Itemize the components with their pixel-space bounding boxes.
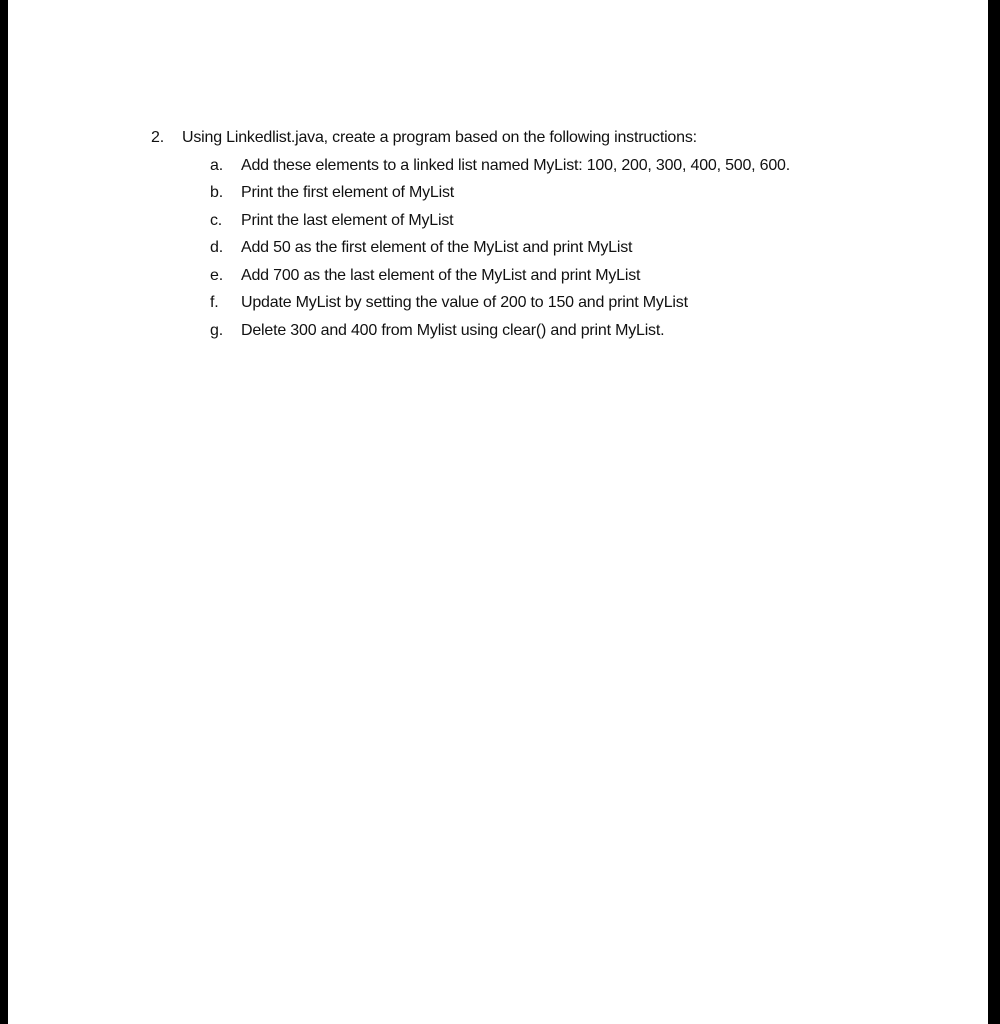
question-text: Using Linkedlist.java, create a program based on the following instructions: [182, 129, 697, 146]
item-letter: f. [210, 294, 219, 312]
list-item [151, 235, 790, 263]
item-text: Add these elements to a linked list named MyList: 100, 200, 300, 400, 500, 600. [241, 156, 791, 174]
list-item [151, 207, 790, 235]
item-letter: e. [210, 266, 223, 284]
item-text: Add 50 as the first element of the MyList and print MyList [241, 239, 633, 257]
item-letter: a. [210, 156, 223, 174]
item-letter: g. [210, 321, 223, 339]
list-item [151, 262, 790, 290]
item-text: Update MyList by setting the value of 200 to 150 and print MyList [241, 294, 688, 312]
list-item [151, 180, 790, 208]
item-text: Print the last element of MyList [241, 211, 454, 229]
list-item [151, 152, 790, 180]
item-text: Delete 300 and 400 from Mylist using clear() and print MyList. [241, 321, 665, 339]
item-letter: c. [210, 211, 223, 229]
item-letter: d. [210, 239, 223, 257]
question-number: 2. [151, 129, 164, 146]
item-text: Print the first element of MyList [241, 184, 455, 202]
list-item [151, 317, 790, 345]
item-letter: b. [210, 184, 223, 202]
question-header [151, 124, 790, 152]
item-text: Add 700 as the last element of the MyList and print MyList [241, 266, 641, 284]
list-item [151, 290, 790, 318]
question-block [151, 124, 790, 345]
document-page [8, 0, 988, 1024]
